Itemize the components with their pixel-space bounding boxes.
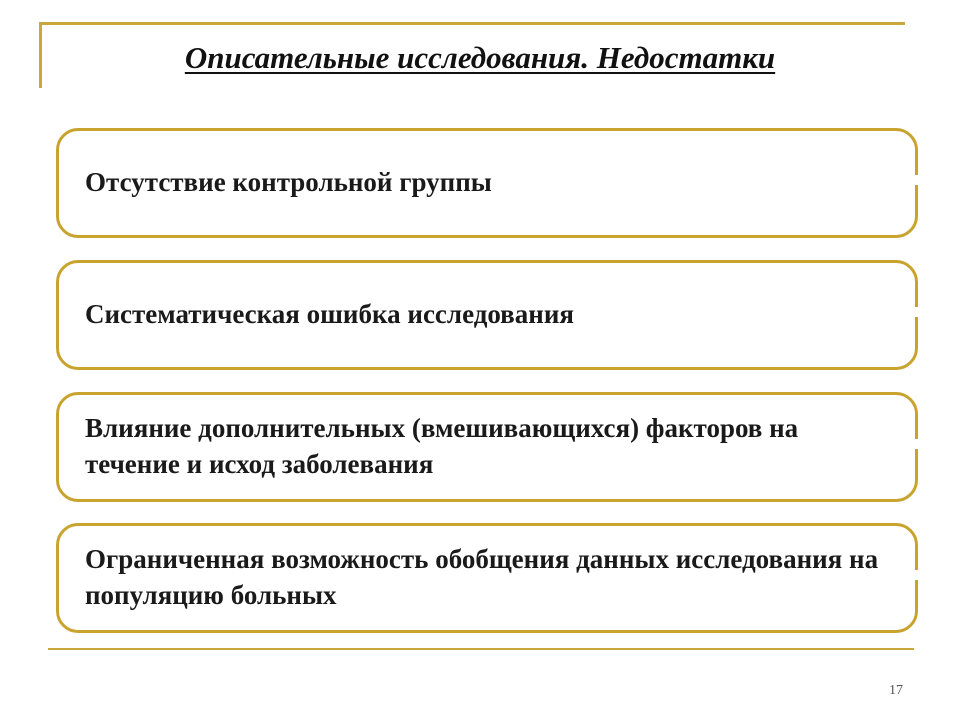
shortcoming-box-3	[56, 392, 918, 502]
shortcoming-box-4	[56, 523, 918, 633]
page-number: 17	[889, 683, 903, 698]
shortcoming-box-1	[56, 128, 918, 238]
shortcoming-text: Отсутствие контрольной группы	[85, 167, 492, 198]
shortcoming-text: Ограниченная возможность обобщения данных исследования на популяцию больных	[85, 544, 879, 610]
shortcoming-box-2	[56, 260, 918, 370]
bottom-frame-line	[48, 648, 914, 650]
slide-title: Описательные исследования. Недостатки	[184, 40, 776, 75]
shortcoming-text: Систематическая ошибка исследования	[85, 299, 574, 330]
shortcoming-text: Влияние дополнительных (вмешивающихся) факторов на течение и исход заболевания	[85, 413, 799, 479]
top-frame-line	[39, 22, 905, 25]
